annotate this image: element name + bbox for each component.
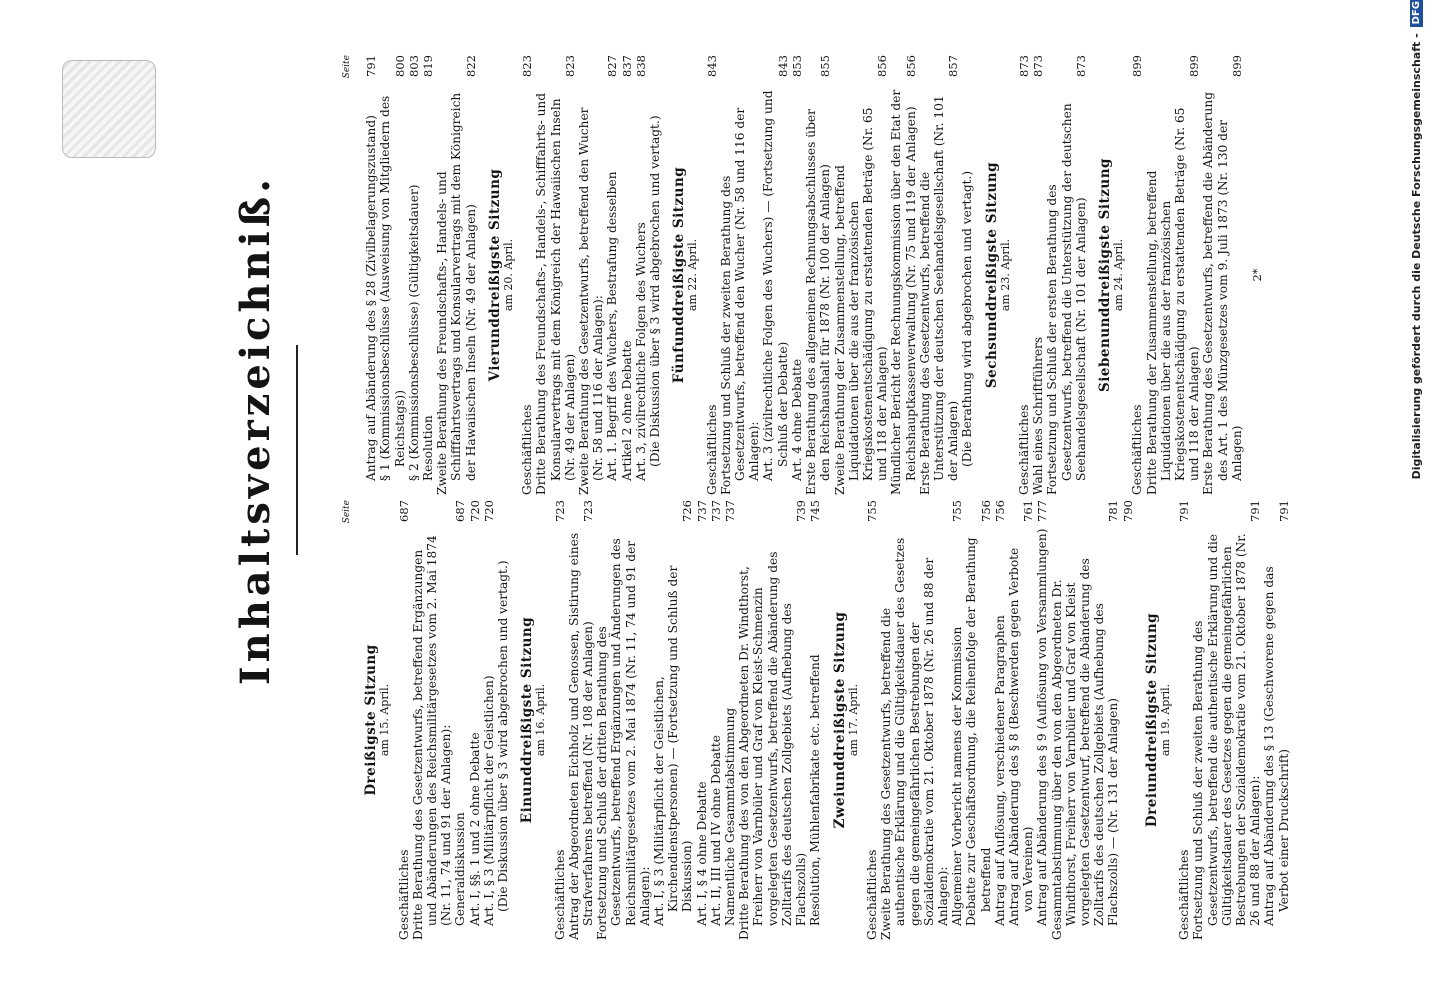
- entry-page-number: 899: [1187, 55, 1202, 77]
- entry-text: Erste Berathung des Gesetzentwurfs, betreffend die Unterstützung der deutschen Seehandelsgesellschaft (Nr. 101 der Anlagen): [917, 95, 961, 495]
- entry-text: Dritte Berathung der Zusammenstellung, betreffend Liquidationen über die aus der französischen Kriegskostenentschädigung zu erstattenden Beträge (Nr. 65 und 118 der Anlagen): [1144, 107, 1202, 495]
- entry-page-number: 790: [1120, 500, 1135, 522]
- entry-text: Art. I, § 3 (Militärpflicht der Geistlichen, Kirchendienstpersonen) — (Fortsetzung und Schluß der Diskussion): [652, 565, 695, 926]
- entry-text: Geschäftliches: [1130, 404, 1145, 495]
- entry-text: Geschäftliches: [864, 849, 879, 940]
- entry-text: Erste Berathung des Gesetzentwurfs, betreffend die Abänderung des Art. 1 des Münzgesetzes vom 9. Juli 1873 (Nr. 130 der Anlagen): [1201, 92, 1244, 495]
- entry-page-number: 720: [481, 500, 496, 522]
- entry-page-number: 687: [396, 500, 411, 522]
- toc-section: [488, 55, 662, 495]
- entry-text: § 2 (Kommissionsbeschlüsse) (Gültigkeitsdauer): [406, 184, 421, 481]
- entry-page-number: 827: [605, 55, 620, 77]
- entry-text: Art. II, III und IV ohne Debatte: [708, 734, 723, 926]
- entry-page-number: 791: [364, 55, 379, 77]
- toc-entry: [435, 55, 478, 495]
- toc-entry: [605, 55, 619, 495]
- entry-text: Generaldiskussion: [453, 812, 468, 926]
- toc-entry: [761, 55, 789, 495]
- toc-entry: [1050, 500, 1121, 940]
- toc-entry: [1121, 500, 1135, 940]
- entry-text: Wahl eines Schriftführers: [1031, 336, 1046, 495]
- entry-page-number: 873: [1016, 55, 1031, 77]
- toc-entry: [553, 500, 567, 940]
- toc-entry: [453, 500, 467, 940]
- toc-entry: [1045, 55, 1088, 495]
- entry-text: Geschäftliches: [552, 849, 567, 940]
- toc-entry: [407, 55, 421, 495]
- toc-entry: [620, 55, 634, 495]
- toc-entry: [1177, 500, 1191, 940]
- entry-text: Resolution, Mühlenfabrikate etc. betreffend: [808, 654, 823, 926]
- entry-text: Gesammtabstimmung über den von den Abgeordneten Dr. Windthorst, Freiherr von Varnbüler und Graf von Kleist vorgelegten Gesetzentwurf, betreffend die Abänderung des Zolltarifs des deutschen Zollgebiets (Aufhebung des Flachszolls) — (Nr. 131 der Anlagen): [1049, 558, 1121, 940]
- entry-text: Dritte Berathung des Gesetzentwurfs, betreffend Ergänzungen und Abänderungen des Reichsmilitärgesetzes vom 2. Mai 1874 (Nr. 11, 74 und 91 der Anlagen):: [410, 535, 454, 940]
- entry-text: Antrag auf Auflösung, verschiedener Paragraphen: [992, 615, 1007, 926]
- dfg-text: Digitalisierung gefördert durch die Deutsche Forschungsgemeinschaft -: [1409, 33, 1423, 480]
- entry-text: Antrag auf Abänderung des § 28 (Zivilbelagerungszustand): [364, 115, 379, 481]
- toc-entry: [496, 500, 510, 940]
- section-date: am 17. April.: [846, 683, 860, 757]
- section-date: am 16. April.: [534, 683, 548, 757]
- section-title: Fünfunddreißigste Sitzung: [671, 166, 688, 384]
- toc-entry: [790, 55, 804, 495]
- toc-section: [520, 500, 822, 940]
- section-title: Dreiunddreißigste Sitzung: [1143, 612, 1160, 828]
- entry-page-number: 803: [406, 55, 421, 77]
- entry-page-number: 737: [708, 500, 723, 522]
- entry-text: Art. I, § 4 ohne Debatte: [694, 781, 709, 926]
- entry-text: Geschäftliches: [1016, 404, 1031, 495]
- section-date: am 23. April.: [998, 238, 1012, 312]
- toc-entry: [723, 500, 737, 940]
- toc-entry: [1130, 55, 1144, 495]
- entry-text: Geschäftliches: [396, 849, 411, 940]
- entry-page-number: 745: [808, 500, 823, 522]
- entry-page-number: 822: [463, 55, 478, 77]
- entry-page-number: 687: [453, 500, 468, 522]
- toc-entry: [737, 500, 808, 940]
- entry-text: Art. 1. Begriff des Wuchers, Bestrafung desselben: [605, 171, 620, 481]
- toc-entry: [534, 55, 577, 495]
- toc-entry: [364, 55, 378, 495]
- toc-entry: [808, 500, 822, 940]
- entry-text: (Die Diskussion über § 3 wird abgebrochen und vertagt.): [648, 115, 663, 467]
- entry-page-number: 726: [680, 500, 695, 522]
- section-title: Sechsunddreißigste Sitzung: [983, 161, 1000, 389]
- entry-page-number: 843: [775, 55, 790, 77]
- entry-page-number: 857: [946, 55, 961, 77]
- entry-page-number: 856: [903, 55, 918, 77]
- entry-page-number: 723: [581, 500, 596, 522]
- library-stamp: [62, 60, 156, 158]
- toc-entry: [695, 500, 709, 940]
- entry-page-number: 855: [818, 55, 833, 77]
- toc-entry: [1035, 500, 1049, 940]
- title-rule: [296, 345, 298, 555]
- entry-text: § 1 (Kommissionsbeschlüsse (Ausweisung von Mitgliedern des Reichstags)): [378, 95, 407, 481]
- entry-page-number: 791: [1276, 500, 1291, 522]
- entry-page-number: 755: [864, 500, 879, 522]
- toc-entry: [889, 55, 917, 495]
- toc-entry: [993, 500, 1007, 940]
- entry-text: Zweite Berathung des Gesetzentwurfs, betreffend die authentische Erklärung und die Gültigkeitsdauer des Gesetzes gegen die gemeingefährlichen Bestrebungen der Sozialdemokratie vom 21. Oktober 1878 (Nr. 26 und 88 der Anlagen):: [879, 537, 950, 940]
- entry-text: Antrag der Abgeordneten Eichholz und Genossen, Sistirung eines Strafverfahrens betreffend (Nr. 108 der Anlagen): [566, 532, 596, 940]
- toc-column-left: [340, 500, 1291, 940]
- entry-page-number: 800: [392, 55, 407, 77]
- entry-page-number: 856: [875, 55, 890, 77]
- entry-text: Mündlicher Bericht der Rechnungskommission über den Etat der Reichshauptkassenverwaltung (Nr. 75 und 119 der Anlagen): [889, 89, 918, 495]
- page-column-header: Seite: [342, 500, 352, 524]
- toc-entry: [378, 55, 406, 495]
- toc-entry: [1007, 500, 1035, 940]
- entry-page-number: 720: [467, 500, 482, 522]
- entry-text: Fortsetzung und Schluß der zweiten Berathung des Gesetzentwurfs, betreffend den Wucher (Nr. 58 und 116 der Anlagen):: [718, 107, 762, 495]
- entry-text: Fortsetzung und Schluß der dritten Berathung des Gesetzentwurfs, betreffend Ergänzungen und Änderungen des Reichsmilitärgesetzes vom 2. Mai 1874 (Nr. 11, 74 und 91 der Anlagen):: [595, 538, 652, 940]
- section-date: am 22. April.: [686, 238, 700, 312]
- entry-text: Antrag auf Abänderung des § 13 (Geschworene gegen das Verbot einer Druckschrift): [1262, 566, 1291, 926]
- entry-text: Zweite Berathung des Freundschafts-, Handels- und Schifffahrtsvertrags und Konsularvertrags mit dem Königreich der Hawaiischen Inseln (Nr. 49 der Anlagen): [435, 92, 478, 495]
- toc-entry: [950, 500, 964, 940]
- entry-text: Zweite Berathung der Zusammenstellung, betreffend Liquidationen über die aus der französischen Kriegskostenentschädigung zu erstattenden Beträge (Nr. 65 und 118 der Anlagen): [832, 107, 890, 495]
- entry-page-number: 755: [950, 500, 965, 522]
- toc-entry: [468, 500, 482, 940]
- toc-entry: [482, 500, 496, 940]
- entry-text: Art. 3 (zivilrechtliche Folgen des Wuchers) — (Fortsetzung und Schluß der Debatte): [761, 90, 790, 481]
- entry-page-number: 899: [1130, 55, 1145, 77]
- toc-entry: [1191, 500, 1262, 940]
- entry-page-number: 838: [633, 55, 648, 77]
- entry-page-number: 781: [1106, 500, 1121, 522]
- entry-text: (Die Diskussion über § 3 wird abgebrochen und vertagt.): [496, 560, 511, 912]
- entry-page-number: 823: [562, 55, 577, 77]
- entry-text: Zweite Berathung des Gesetzentwurfs, betreffend den Wucher (Nr. 58 und 116 der Anlagen):: [577, 107, 606, 495]
- section-date: am 19. April.: [1158, 683, 1172, 757]
- toc-entry: [804, 55, 832, 495]
- toc-entry: [577, 55, 605, 495]
- toc-entry: [652, 500, 695, 940]
- toc-entry: [634, 55, 648, 495]
- section-date: am 24. April.: [1112, 238, 1126, 312]
- toc-section: [364, 500, 510, 940]
- toc-entry: [567, 500, 595, 940]
- entry-text: Erste Berathung des allgemeinen Rechnungsabschlusses über den Reichshaushalt für 1878 (Nr. 100 der Anlagen): [804, 109, 833, 495]
- entry-text: Fortsetzung und Schluß der zweiten Berathung des Gesetzentwurfs, betreffend die authentische Erklärung und die Gültigkeitsdauer des Gesetzes gegen die gemeingefährlichen Bestrebungen der Sozialdemokratie vom 21. Oktober 1878 (Nr. 26 und 88 der Anlagen):: [1191, 533, 1263, 940]
- entry-text: Art. I, § 3 (Militärpflicht der Geistlichen): [481, 675, 496, 926]
- toc-entry: [1017, 55, 1031, 495]
- entry-page-number: 777: [1035, 500, 1050, 522]
- dfg-logo: DFG: [1410, 0, 1423, 27]
- entry-text: Resolution: [421, 415, 436, 481]
- entry-text: Art. 4 ohne Debatte: [789, 358, 804, 481]
- entry-page-number: 873: [1031, 55, 1046, 77]
- entry-page-number: 737: [723, 500, 738, 522]
- toc-entry: [421, 55, 435, 495]
- section-title: Zweiunddreißigste Sitzung: [831, 611, 848, 829]
- toc-entry: [411, 500, 454, 940]
- toc-section: [1145, 500, 1291, 940]
- toc-entry: [648, 55, 662, 495]
- toc-entry: [595, 500, 652, 940]
- toc-entry: [1031, 55, 1045, 495]
- entry-text: Debatte zur Geschäftsordnung, die Reihenfolge der Berathung betreffend: [964, 537, 993, 926]
- page-title: Inhaltsverzeichniß.: [232, 174, 279, 686]
- entry-page-number: 873: [1073, 55, 1088, 77]
- entry-text: Geschäftliches: [704, 404, 719, 495]
- toc-entry: [397, 500, 411, 940]
- toc-section: [1098, 55, 1244, 495]
- section-title: Siebenunddreißigste Sitzung: [1096, 158, 1113, 392]
- entry-page-number: 819: [421, 55, 436, 77]
- entry-text: Antrag auf Abänderung des § 9 (Auflösung von Versammlungen): [1035, 528, 1050, 926]
- toc-entry: [879, 500, 950, 940]
- dfg-footer: [1404, 0, 1428, 988]
- toc-entry: [719, 55, 762, 495]
- toc-entry: [964, 500, 992, 940]
- entry-page-number: 756: [978, 500, 993, 522]
- entry-page-number: 853: [789, 55, 804, 77]
- entry-text: Art. 3, zivilrechtliche Folgen des Wuchers: [633, 222, 648, 481]
- entry-text: Art. I, §§. 1 und 2 ohne Debatte: [467, 732, 482, 926]
- page-column-header: Seite: [342, 55, 352, 79]
- toc-entry: [1262, 500, 1290, 940]
- entry-text: Allgemeiner Vorbericht namens der Kommission: [950, 626, 965, 926]
- section-title: Einunddreißigste Sitzung: [519, 616, 536, 824]
- entry-page-number: 761: [1021, 500, 1036, 522]
- entry-page-number: 723: [552, 500, 567, 522]
- toc-section: [833, 500, 1135, 940]
- toc-entry: [1145, 55, 1202, 495]
- entry-page-number: 823: [520, 55, 535, 77]
- section-title: Dreißigste Sitzung: [363, 644, 380, 796]
- toc-section: [364, 55, 478, 495]
- toc-entry: [865, 500, 879, 940]
- section-date: am 15. April.: [378, 683, 392, 757]
- entry-page-number: 843: [704, 55, 719, 77]
- toc-column-right: [340, 55, 1264, 495]
- toc-entry: [709, 500, 723, 940]
- section-title: Vierunddreißigste Sitzung: [486, 168, 503, 382]
- page-mark: 2*: [1249, 268, 1264, 282]
- entry-text: Dritte Berathung des Freundschafts-, Handels-, Schifffahrts- und Konsularvertrags mit dem Königreich der Hawaiischen Inseln (Nr. 49 der Anlagen): [534, 92, 577, 495]
- entry-text: Dritte Berathung des von den Abgeordneten Dr. Windthorst, Freiherr von Varnbüler und Graf von Kleist-Schmenzin vorgelegten Gesetzentwurfs, betreffend die Abänderung des Zolltarifs des deutschen Zollgebiets (Aufhebung des Flachszolls): [737, 551, 809, 940]
- entry-text: Geschäftliches: [520, 404, 535, 495]
- toc-section: [985, 55, 1088, 495]
- toc-entry: [960, 55, 974, 495]
- toc-entry: [520, 55, 534, 495]
- entry-page-number: 791: [1177, 500, 1192, 522]
- entry-text: Geschäftliches: [1177, 849, 1192, 940]
- toc-entry: [918, 55, 961, 495]
- entry-text: Fortsetzung und Schluß der ersten Berathung des Gesetzentwurfs, betreffend die Unterstützung der deutschen Seehandelsgesellschaft (Nr. 101 der Anlagen): [1045, 103, 1088, 495]
- toc-entry: [833, 55, 890, 495]
- entry-page-number: 791: [1248, 500, 1263, 522]
- toc-entry: [705, 55, 719, 495]
- toc-section: [672, 55, 974, 495]
- entry-text: Namentliche Gesammtabstimmung: [723, 707, 738, 926]
- entry-page-number: 837: [619, 55, 634, 77]
- entry-page-number: 756: [992, 500, 1007, 522]
- entry-page-number: 899: [1229, 55, 1244, 77]
- entry-text: Artikel 2 ohne Debatte: [619, 340, 634, 481]
- section-date: am 20. April.: [502, 238, 516, 312]
- entry-page-number: 737: [694, 500, 709, 522]
- entry-text: (Die Berathung wird abgebrochen und vertagt.): [960, 170, 975, 467]
- toc-entry: [1201, 55, 1244, 495]
- entry-page-number: 739: [794, 500, 809, 522]
- entry-text: Antrag auf Abänderung des § 8 (Beschwerden gegen Verbote von Vereinen): [1006, 547, 1036, 926]
